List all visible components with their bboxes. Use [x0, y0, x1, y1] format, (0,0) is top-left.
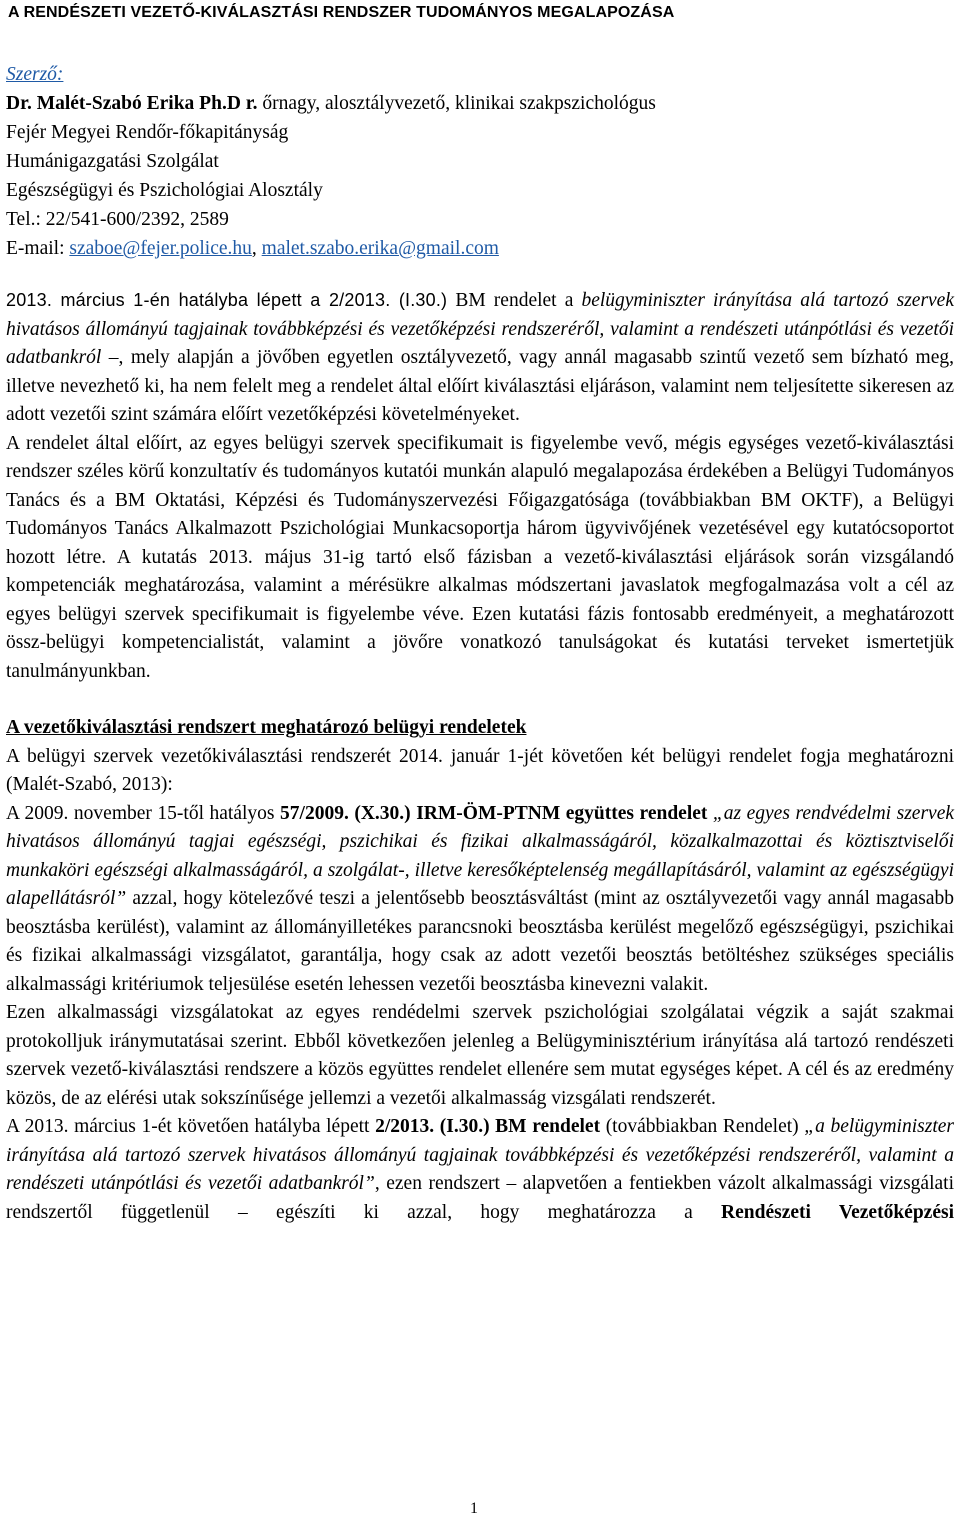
email-label: E-mail: — [6, 238, 70, 259]
author-org-1: Fejér Megyei Rendőr-főkapitányság — [6, 122, 289, 143]
bm-regulation-title: „a belügyminiszter irányítása alá tartozó szervek hivatásos állományú tagjainak továbbképzési és vezetőképzési rendszeréről, valamint a rendészeti utánpótlási és vezetői adatbankról” — [6, 1116, 954, 1194]
paragraph-bm-regulation — [6, 1113, 954, 1227]
bm-program-name: Rendészeti Vezetőképzési — [721, 1201, 954, 1223]
paragraph-intro — [6, 286, 954, 430]
email-link-2[interactable]: malet.szabo.erika@gmail.com — [261, 238, 499, 259]
joint-regulation-name: IRM-ÖM-PTNM együttes rendelet — [416, 802, 708, 824]
author-rank: őrnagy, alosztályvezető, klinikai szakpszichológus — [257, 93, 656, 114]
section-heading: A vezetőkiválasztási rendszert meghatározó belügyi rendeletek — [6, 717, 527, 738]
intro-text-2: –, mely alapján a jövőben egyetlen osztályvezető, vagy annál magasabb szintű vezető sem bízható meg, illetve nevezhető ki, ha nem felelt meg a rendelet által előírt kiválasztási eljáráson, valamint nem teljesítette sikeresen az adott vezetői szint számára előírt vezetőképzési követelményeket. — [6, 347, 954, 425]
joint-regulation-number: 57/2009. (X.30.) — [280, 802, 411, 824]
joint-text-4: azzal, hogy kötelezővé teszi a jelentősebb beosztásváltást (mint az osztályvezetői vagy annál magasabb beosztásba kerülést), valamint az állományilletékes parancsnoki beosztásba kerülést megelőző egészségügyi, pszichikai és fizikai alkalmassági vizsgálatot, garantálja, hogy csak az adott vezetői beosztás betöltéshez szükséges speciális alkalmassági kritériumok teljesülése esetén lehessen vezetői beosztásba kinevezni valakit. — [6, 888, 954, 995]
email-link-1[interactable]: szaboe@fejer.police.hu — [69, 238, 252, 259]
joint-regulation-title: „az egyes rendvédelmi szervek hivatásos állományú tagjai egészségi, pszichikai és fizikai alkalmasságáról, közalkalmazottai és köztisztviselői munkaköri egészségi alkalmasságáról, a szolgálat-, illetve keresőképtelenség megállapításáról, valamint az egészségügyi alapellátásról” — [6, 802, 955, 909]
joint-text-1: A 2009. november 15-től hatályos — [6, 802, 281, 824]
author-name-line — [6, 89, 946, 118]
paragraph-psychology-services: Ezen alkalmassági vizsgálatokat az egyes rendédelmi szervek pszichológiai szolgálatai végzik a saját szakmai protokolljuk iránymutatásai szerint. Ebből következően jelenleg a Belügyminisztérium irányítása alá tartozó rendészeti szervek vezető-kiválasztási rendszere a közös együttes rendelet ellenére sem mutat egységes képet. A cél és az eredmény közös, de az elérési utak sokszínűsége jellemzi a vezetői alkalmasság vizsgálati rendszerét. — [6, 1002, 954, 1109]
paragraph-two-regulations: A belügyi szervek vezetőkiválasztási rendszerét 2014. január 1-jét követően két belügyi rendelet fogja meghatározni (Malét-Szabó, 2013): — [6, 745, 954, 795]
author-name: Dr. Malét-Szabó Erika Ph.D r. — [6, 93, 258, 114]
email-separator: , — [251, 238, 262, 259]
author-phone: Tel.: 22/541-600/2392, 2589 — [6, 209, 229, 230]
bm-text-3: , ezen rendszert – alapvetően a fentiekben vázolt alkalmassági vizsgálati rendszertől függetlenül – egészíti ki azzal, hogy meghatározza a — [6, 1173, 954, 1223]
bm-text-1: A 2013. március 1-ét követően hatályba lépett — [6, 1116, 376, 1137]
intro-lead: 2013. március 1-én hatályba lépett a 2/2013. (I.30.) — [6, 290, 448, 310]
intro-text-1: BM rendelet a — [447, 290, 582, 311]
author-label: Szerző: — [6, 64, 64, 85]
body-text — [6, 286, 954, 1227]
bm-regulation-number: 2/2013. (I.30.) BM rendelet — [375, 1116, 601, 1137]
bm-text-2: (továbbiakban Rendelet) — [600, 1116, 805, 1137]
page-number: 1 — [470, 1500, 478, 1517]
paragraph-research: A rendelet által előírt, az egyes belügyi szervek specifikumait is figyelembe vevő, mégis egységes vezető-kiválasztási rendszer széles körű konzultatív és tudományos kutatói munkán alapuló megalapozása érdekében a Belügyi Tudományos Tanács és a BM Oktatási, Képzési és Tudományszervezési Főigazgatósága (továbbiakban BM OKTF), a Belügyi Tudományos Tanács Alkalmazott Pszichológiai Munkacsoportja három ügyvivőjének vezetésével egy kutatócsoportot hozott létre. A kutatás 2013. május 31-ig tartó első fázisban a vezető-kiválasztási eljárások során vizsgálandó kompetenciák meghatározása, valamint a mérésükre alkalmas módszertani javaslatok megfogalmazása volt a cél az egyes belügyi szervek specifikumait is figyelembe véve. Ezen kutatási fázis fontosabb eredményeit, a meghatározott össz-belügyi kompetencialistát, valamint a jövőre vonatkozó tanulságokat és kutatási terveket ismertetjük tanulmányunkban. — [6, 432, 954, 682]
spacer — [6, 686, 954, 714]
author-email-line — [6, 234, 946, 263]
document-title: A RENDÉSZETI VEZETŐ-KIVÁLASZTÁSI RENDSZER TUDOMÁNYOS MEGALAPOZÁSA — [8, 4, 675, 21]
author-org-3: Egészségügyi és Pszichológiai Alosztály — [6, 180, 323, 201]
intro-regulation-title: belügyminiszter irányítása alá tartozó szervek hivatásos állományú tagjainak továbbképzési és vezetőképzési rendszeréről, valamint a rendészeti utánpótlási és vezetői adatbankról — [6, 290, 954, 368]
author-org-2: Humánigazgatási Szolgálat — [6, 151, 219, 172]
paragraph-joint-regulation — [6, 800, 954, 1000]
author-block — [6, 60, 946, 263]
